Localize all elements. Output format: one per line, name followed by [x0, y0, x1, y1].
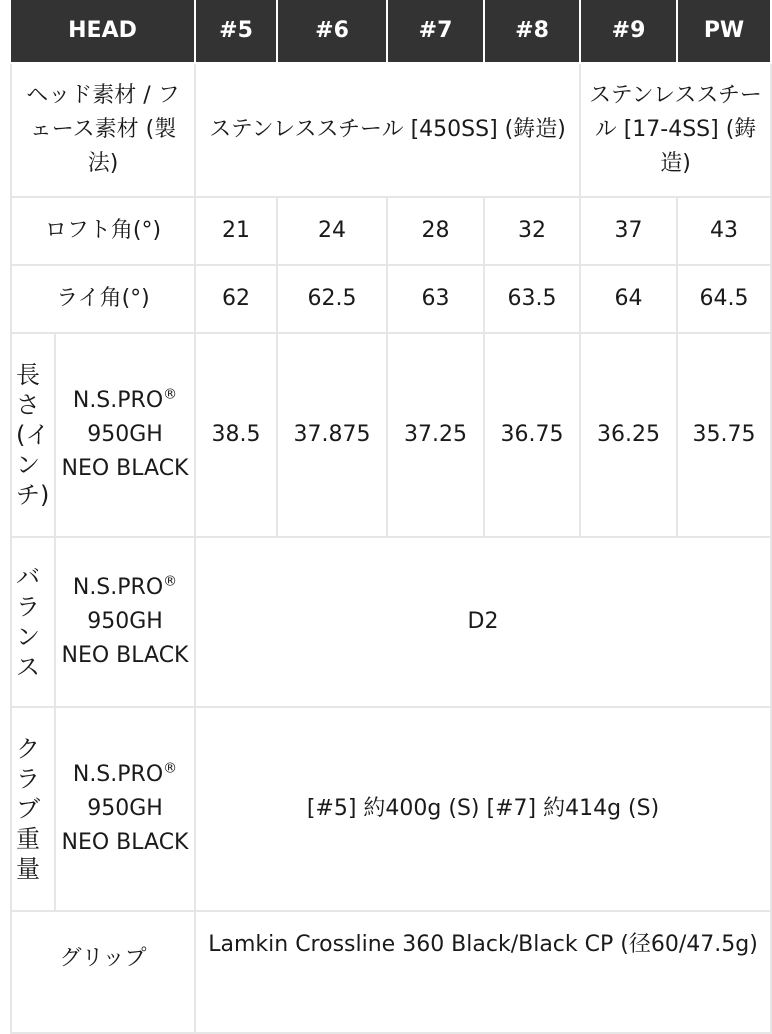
length-9: 36.25	[580, 333, 677, 537]
row-balance	[11, 537, 771, 707]
label-length: 長さ(インチ)	[16, 361, 50, 509]
label-balance-cell	[11, 537, 55, 707]
shaft-balance-cell	[55, 537, 195, 707]
row-length	[11, 333, 771, 537]
label-head-material: ヘッド素材 / フェース素材 (製法)	[11, 63, 195, 197]
shaft-model: 950GH NEO BLACK	[61, 422, 189, 481]
shaft-brand: N.S.PRO	[72, 762, 164, 787]
registered-mark: ®	[163, 573, 178, 590]
registered-mark: ®	[163, 386, 178, 403]
label-weight-cell	[11, 707, 55, 911]
label-loft: ロフト角(°)	[11, 197, 195, 265]
label-balance: バランス	[16, 563, 40, 681]
spec-table	[10, 0, 772, 1034]
value-club-weight: [#5] 約400g (S) [#7] 約414g (S)	[195, 707, 771, 911]
registered-mark: ®	[163, 760, 178, 777]
lie-6: 62.5	[277, 265, 387, 333]
label-grip: グリップ	[59, 946, 147, 971]
label-lie: ライ角(°)	[11, 265, 195, 333]
label-club-weight: クラブ重量	[16, 735, 40, 883]
length-7: 37.25	[387, 333, 484, 537]
length-6: 37.875	[277, 333, 387, 537]
length-8: 36.75	[484, 333, 580, 537]
loft-pw: 43	[677, 197, 771, 265]
lie-9: 64	[580, 265, 677, 333]
label-grip-cell	[11, 911, 195, 1033]
shaft-weight-cell	[55, 707, 195, 911]
row-grip	[11, 911, 771, 1033]
shaft-model: 950GH NEO BLACK	[61, 796, 189, 855]
loft-5: 21	[195, 197, 277, 265]
row-head-material	[11, 63, 771, 197]
label-length-cell	[11, 333, 55, 537]
shaft-length-cell	[55, 333, 195, 537]
col-header-5: #5	[195, 0, 277, 63]
length-pw: 35.75	[677, 333, 771, 537]
head-header: HEAD	[11, 0, 195, 63]
col-header-6: #6	[277, 0, 387, 63]
shaft-brand: N.S.PRO	[72, 575, 164, 600]
value-material-main: ステンレススチール [450SS] (鋳造)	[195, 63, 580, 197]
value-grip-cell	[195, 911, 771, 1033]
value-grip: Lamkin Crossline 360 Black/Black CP (径60/47.5g)	[208, 932, 758, 957]
lie-7: 63	[387, 265, 484, 333]
row-club-weight	[11, 707, 771, 911]
row-loft	[11, 197, 771, 265]
row-lie	[11, 265, 771, 333]
lie-8: 63.5	[484, 265, 580, 333]
shaft-model: 950GH NEO BLACK	[61, 609, 189, 668]
col-header-8: #8	[484, 0, 580, 63]
spec-table-container[interactable]	[10, 0, 762, 996]
col-header-9: #9	[580, 0, 677, 63]
value-material-pw: ステンレススチール [17-4SS] (鋳造)	[580, 63, 771, 197]
col-header-7: #7	[387, 0, 484, 63]
lie-pw: 64.5	[677, 265, 771, 333]
loft-9: 37	[580, 197, 677, 265]
lie-5: 62	[195, 265, 277, 333]
loft-7: 28	[387, 197, 484, 265]
header-row	[11, 0, 771, 63]
loft-8: 32	[484, 197, 580, 265]
length-5: 38.5	[195, 333, 277, 537]
col-header-pw: PW	[677, 0, 771, 63]
value-balance: D2	[195, 537, 771, 707]
shaft-brand: N.S.PRO	[72, 388, 164, 413]
loft-6: 24	[277, 197, 387, 265]
